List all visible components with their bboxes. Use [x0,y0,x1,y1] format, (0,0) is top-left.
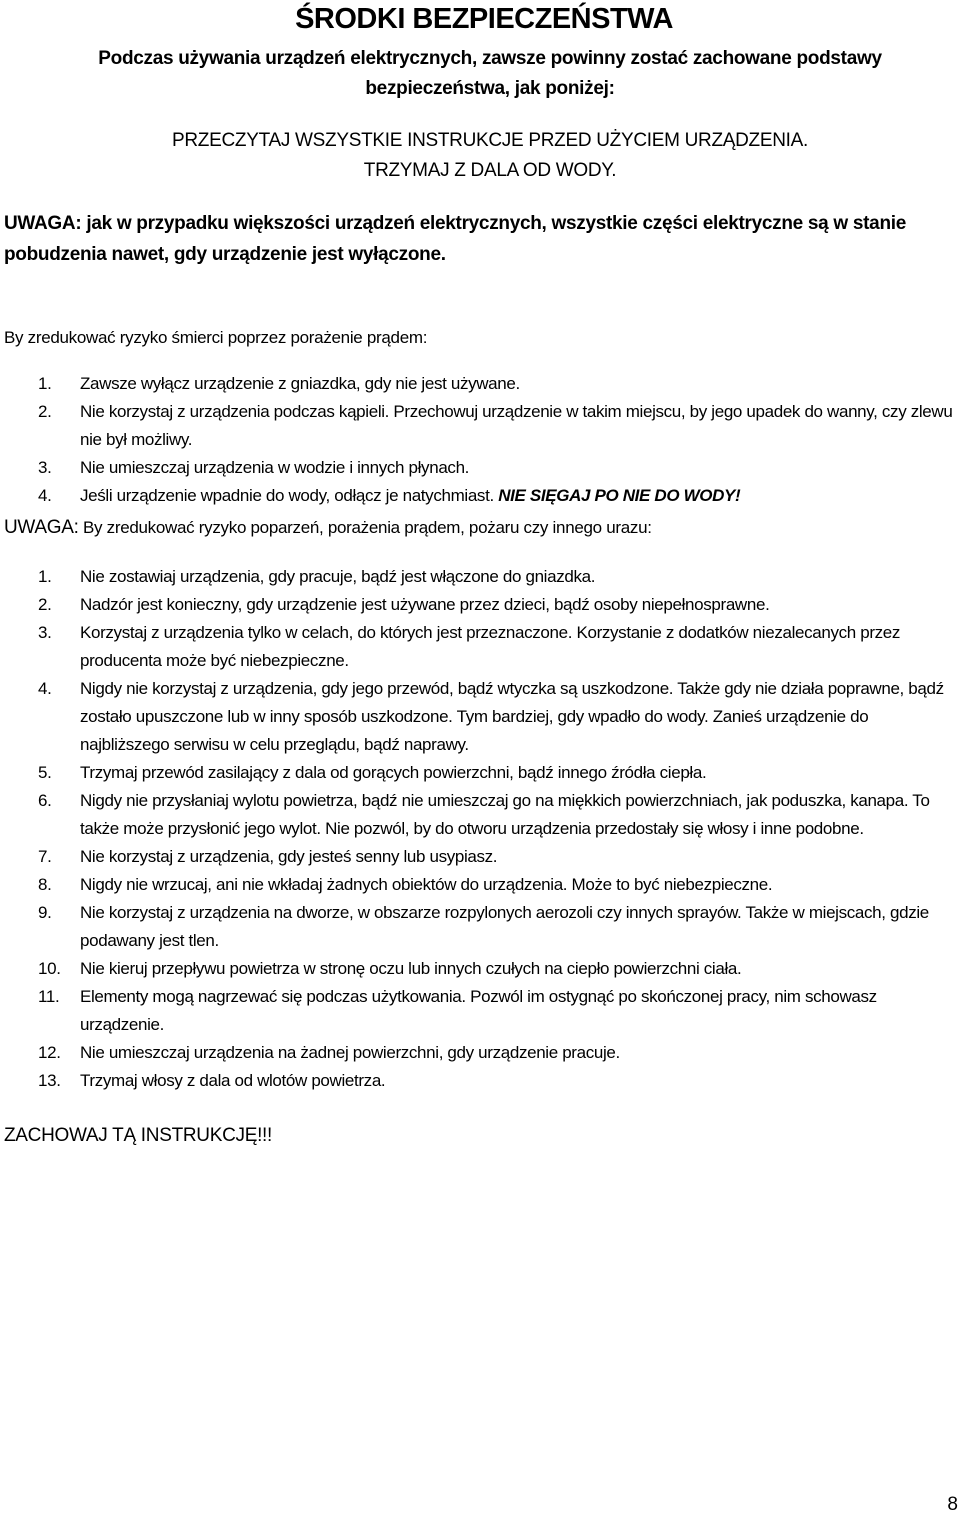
read-instructions-line: PRZECZYTAJ WSZYSTKIE INSTRUKCJE PRZED UŻYCIEM URZĄDZENIA. [172,130,808,151]
warning-text: By zredukować ryzyko poparzeń, porażenia prądem, pożaru czy innego urazu: [78,518,652,537]
list-item-number: 8. [38,875,52,894]
list-item-number: 3. [38,458,52,477]
list-item-text: Elementy mogą nagrzewać się podczas użytkowania. Pozwól im ostygnąć po skończonej pracy, nim schowasz urządzenie. [80,987,877,1034]
list-item [0,871,960,899]
list-item [0,398,960,454]
list-item-text: Korzystaj z urządzenia tylko w celach, do których jest przeznaczone. Korzystanie z dodatków niezalecanych przez producenta może być niebezpieczne. [80,623,901,670]
list-item-text: Nie korzystaj z urządzenia, gdy jesteś senny lub usypiasz. [80,847,498,866]
list-item-text: Nie kieruj przepływu powietrza w stronę oczu lub innych czułych na ciepło powierzchni ciała. [80,959,742,978]
list-item [0,899,960,955]
list-item-number: 2. [38,402,52,421]
list-item-text: Nie korzystaj z urządzenia na dworze, w obszarze rozpylonych aerozoli czy innych sprayów. Także w miejscach, gdzie podawany jest tlen. [80,903,929,950]
list-item-text: Nadzór jest konieczny, gdy urządzenie jest używane przez dzieci, bądź osoby niepełnosprawne. [80,595,770,614]
warning-label: UWAGA: [4,213,82,234]
list-item-text: Nigdy nie przysłaniaj wylotu powietrza, bądź nie umieszczaj go na miękkich powierzchniach, jak poduszka, kanapa. To także może przysłonić jego wylot. Nie pozwól, by do otworu urządzenia przedostały się włosy i inne podobne. [80,791,930,838]
list-item [0,619,960,675]
list-item-text: Nie zostawiaj urządzenia, gdy pracuje, bądź jest włączone do gniazdka. [80,567,596,586]
list-item-number: 6. [38,791,52,810]
page-title: ŚRODKI BEZPIECZEŃSTWA [295,3,673,35]
list-item [0,370,960,398]
safety-list [0,563,960,1095]
list-item-text: Trzymaj włosy z dala od wlotów powietrza. [80,1071,386,1090]
list-item [0,482,960,510]
list-item [0,843,960,871]
list-item-number: 1. [38,374,52,393]
list-item-number: 10. [38,959,61,978]
list-item-number: 12. [38,1043,61,1062]
warning-text: jak w przypadku większości urządzeń elektrycznych, wszystkie części elektryczne są w stanie pobudzenia nawet, gdy urządzenie jest wyłączone. [4,213,906,265]
list-item-text: Trzymaj przewód zasilający z dala od gorących powierzchni, bądź innego źródła ciepła. [80,763,707,782]
warning-label: UWAGA: [4,517,79,538]
list-item-number: 9. [38,903,52,922]
intro-paragraph: Podczas używania urządzeń elektrycznych, zawsze powinny zostać zachowane podstawy bezpieczeństwa, jak poniżej: [98,48,882,99]
list-item-text: Jeśli urządzenie wpadnie do wody, odłącz je natychmiast. [80,486,499,505]
list-item [0,955,960,983]
list-item [0,454,960,482]
list-item-text: Nie umieszczaj urządzenia na żadnej powierzchni, gdy urządzenie pracuje. [80,1043,620,1062]
list-item-number: 5. [38,763,52,782]
list-item-number: 4. [38,679,52,698]
list-item [0,591,960,619]
list-item [0,1067,960,1095]
list-item-text: Nigdy nie wrzucaj, ani nie wkładaj żadnych obiektów do urządzenia. Może to być niebezpieczne. [80,875,773,894]
list-item-text: Zawsze wyłącz urządzenie z gniazdka, gdy nie jest używane. [80,374,520,393]
keep-instructions-note: ZACHOWAJ TĄ INSTRUKCJĘ!!! [4,1125,273,1146]
list-item-number: 1. [38,567,52,586]
warning-paragraph-1 [4,208,954,270]
list-item-text: Nie umieszczaj urządzenia w wodzie i innych płynach. [80,458,470,477]
list-item-emphasis: NIE SIĘGAJ PO NIE DO WODY! [498,486,741,505]
list-item [0,759,960,787]
list-item-number: 2. [38,595,52,614]
warning-paragraph-2 [4,514,652,542]
list-item-number: 7. [38,847,52,866]
list-item-text: Nie korzystaj z urządzenia podczas kąpieli. Przechowuj urządzenie w takim miejscu, by jego upadek do wanny, czy zlewu nie był możliwy. [80,402,953,449]
list-item-number: 13. [38,1071,61,1090]
list-item-number: 11. [38,987,60,1006]
list-item [0,675,960,759]
list-item [0,983,960,1039]
page-number: 8 [947,1494,958,1515]
keep-away-water-line: TRZYMAJ Z DALA OD WODY. [363,160,617,181]
electrocution-heading: By zredukować ryzyko śmierci poprzez porażenie prądem: [4,328,428,347]
list-item-text: Nigdy nie korzystaj z urządzenia, gdy jego przewód, bądź wtyczka są uszkodzone. Także gdy nie działa poprawne, bądź zostało upuszczone lub w inny sposób uszkodzone. Tym bardziej, gdy wpadło do wody. Zanieś urządzenie do najbliższego serwisu w celu przeglądu, bądź naprawy. [80,679,944,754]
list-item-number: 3. [38,623,52,642]
list-item [0,563,960,591]
list-item [0,787,960,843]
list-item-number: 4. [38,486,52,505]
list-item [0,1039,960,1067]
electrocution-list [0,370,960,510]
